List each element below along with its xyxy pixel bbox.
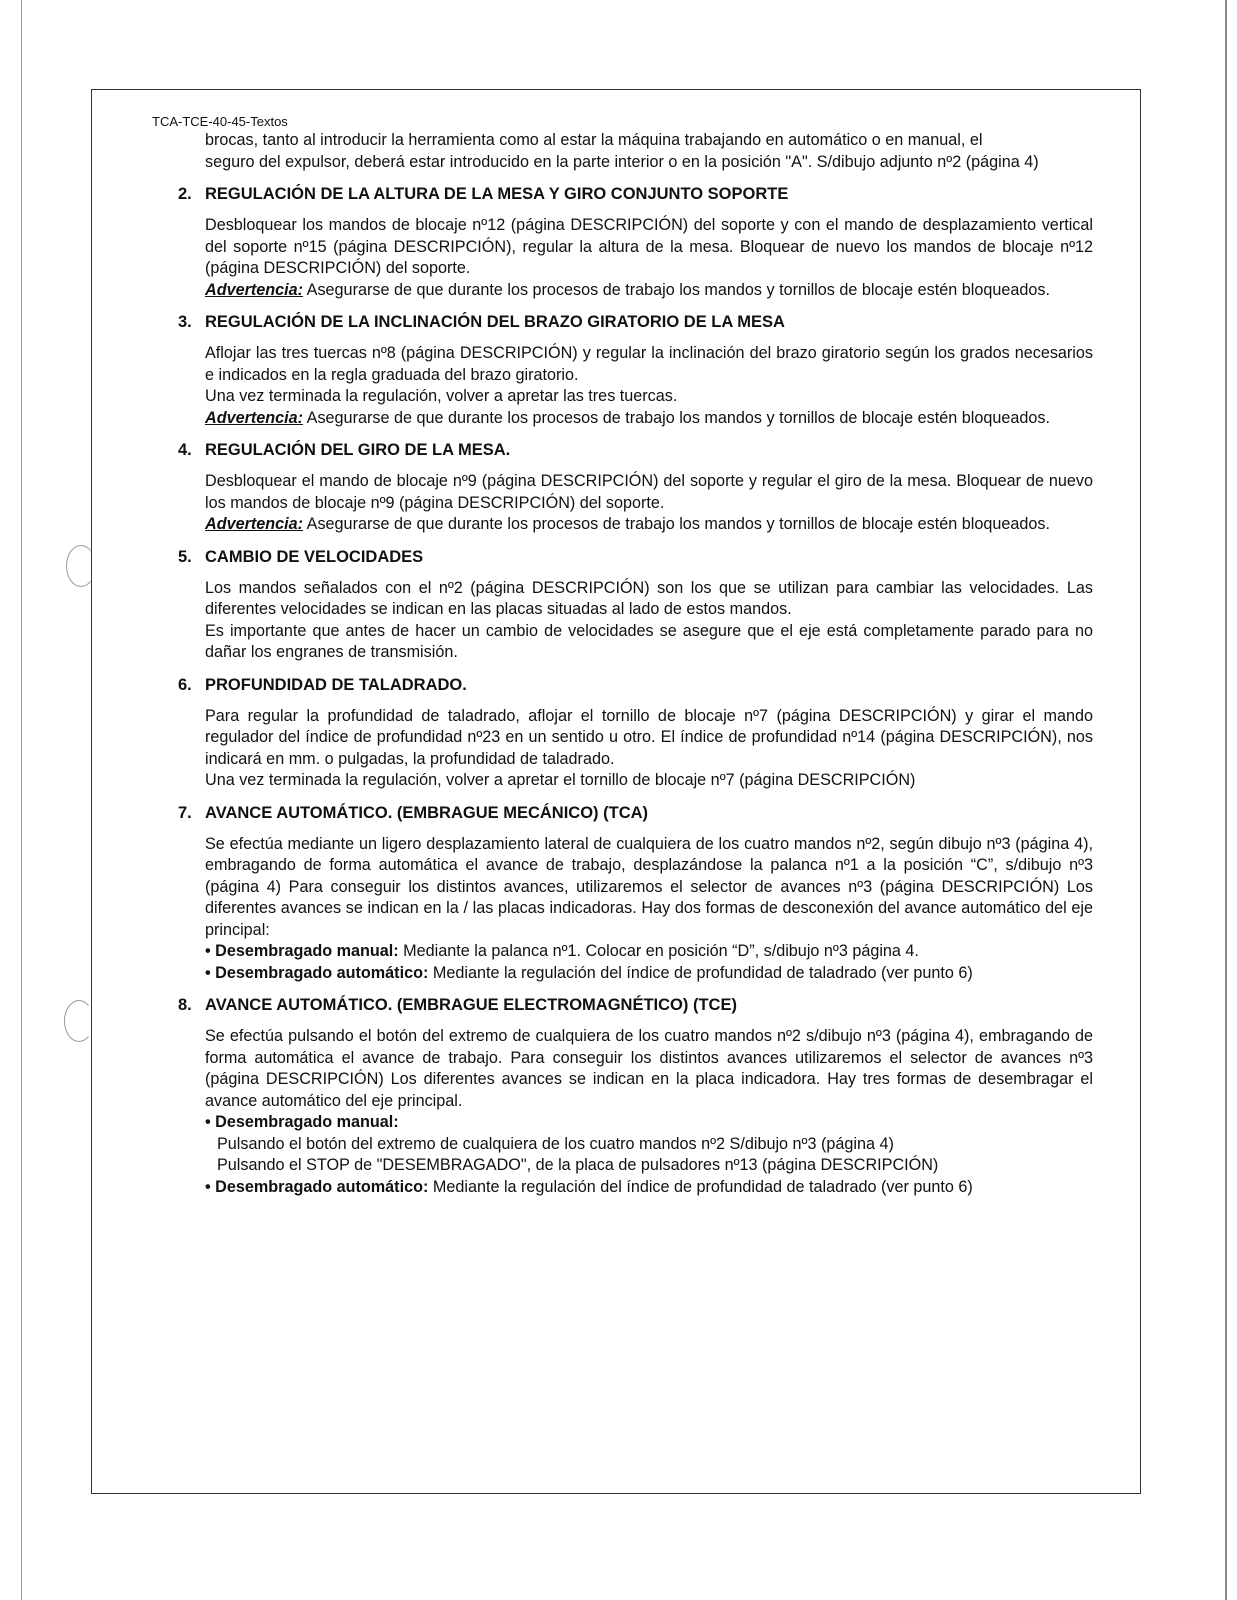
bullet-item [205,963,1093,985]
section-heading [178,674,1093,696]
bullet-label: Desembragado automático: [215,963,429,982]
bullet-text: Mediante la palanca nº1. Colocar en posición “D”, s/dibujo nº3 página 4. [398,942,919,960]
warning-paragraph [205,408,1093,430]
section-paragraph: Aflojar las tres tuercas nº8 (página DESCRIPCIÓN) y regular la inclinación del brazo giratorio según los grados necesarios e indicados en la regla graduada del brazo giratorio. [205,344,1093,384]
bullet-label: Desembragado manual: [215,1113,399,1131]
intro-line: seguro del expulsor, deberá estar introducido en la parte interior o en la posición "A". S/dibujo adjunto nº2 (página 4) [205,152,1039,171]
scan-edge-right [1225,0,1227,1600]
section-5 [178,546,1093,664]
section-paragraph: Desbloquear los mandos de blocaje nº12 (página DESCRIPCIÓN) del soporte y con el mando de desplazamiento vertical del soporte nº15 (página DESCRIPCIÓN), regular la altura de la mesa. Bloquear de nuevo los mandos de blocaje nº12 (página DESCRIPCIÓN) del soporte. [205,216,1093,277]
section-number: 4. [178,441,192,459]
bullet-text: Mediante la regulación del índice de profundidad de taladrado (ver punto 6) [428,1177,973,1196]
section-number: 8. [178,996,192,1014]
section-paragraph: Para regular la profundidad de taladrado, aflojar el tornillo de blocaje nº7 (página DESCRIPCIÓN) y girar el mando regulador del índice de profundidad nº23 en un sentido u otro. El índice de profundidad nº14 (página DESCRIPCIÓN), nos indicará en mm. o pulgadas, la profundidad de taladrado. [205,706,1093,768]
section-number: 7. [178,803,192,822]
section-paragraph: Se efectúa pulsando el botón del extremo de cualquiera de los cuatro mandos nº2 s/dibujo nº3 (página 4), embragando de forma automática el avance de trabajo. Para conseguir los distintos avances utilizaremos el selector de avances nº3 (página DESCRIPCIÓN) Los diferentes avances se indican en la placa indicadora. Hay tres formas de desembragar el avance automático del eje principal. [205,1027,1093,1110]
section-heading [178,802,1093,824]
section-title: AVANCE AUTOMÁTICO. (EMBRAGUE ELECTROMAGNÉTICO) (TCE) [205,996,737,1014]
bullet-dot: • [205,963,216,982]
section-7 [178,802,1093,985]
bullet-dot: • [205,1177,216,1196]
section-heading [178,311,1093,333]
section-title: REGULACIÓN DE LA INCLINACIÓN DEL BRAZO GIRATORIO DE LA MESA [205,313,785,331]
warning-paragraph [205,514,1093,536]
warning-text: Asegurarse de que durante los procesos de trabajo los mandos y tornillos de blocaje estén bloqueados. [303,515,1050,533]
warning-label: Advertencia: [205,515,304,533]
section-paragraph: Una vez terminada la regulación, volver a apretar el tornillo de blocaje nº7 (página DESCRIPCIÓN) [205,771,916,789]
section-8 [178,994,1093,1198]
warning-text: Asegurarse de que durante los procesos de trabajo los mandos y tornillos de blocaje estén bloqueados. [303,280,1050,299]
scan-edge-left [21,0,22,1600]
bullet-subline: Pulsando el STOP de "DESEMBRAGADO", de la placa de pulsadores nº13 (página DESCRIPCIÓN) [217,1156,939,1174]
section-title: CAMBIO DE VELOCIDADES [205,547,424,566]
section-title: REGULACIÓN DEL GIRO DE LA MESA. [205,441,511,459]
bullet-label: Desembragado automático: [215,1177,429,1196]
bullet-item [205,1112,1093,1134]
section-heading [178,183,1093,205]
warning-label: Advertencia: [205,280,304,299]
bullet-text: Mediante la regulación del índice de profundidad de taladrado (ver punto 6) [428,963,973,982]
warning-text: Asegurarse de que durante los procesos de trabajo los mandos y tornillos de blocaje estén bloqueados. [303,408,1050,427]
bullet-label: Desembragado manual: [215,942,399,960]
intro-line: brocas, tanto al introducir la herramienta como al estar la máquina trabajando en automático o en manual, el [205,131,983,149]
section-4 [178,439,1093,536]
section-3 [178,311,1093,429]
warning-paragraph [205,280,1093,302]
bullet-item [205,1177,1093,1199]
section-number: 3. [178,313,192,331]
section-title: PROFUNDIDAD DE TALADRADO. [205,675,467,694]
section-number: 2. [178,185,192,203]
section-heading [178,439,1093,461]
section-heading [178,994,1093,1016]
bullet-dot: • [205,1113,216,1131]
section-heading [178,546,1093,568]
section-paragraph: Los mandos señalados con el nº2 (página DESCRIPCIÓN) son los que se utilizan para cambiar las velocidades. Las diferentes velocidades se indican en las placas situadas al lado de estos mandos. [205,578,1093,618]
section-number: 6. [178,675,192,694]
document-body [178,130,1093,1198]
section-paragraph: Es importante que antes de hacer un cambio de velocidades se asegure que el eje está completamente parado para no dañar los engranes de transmisión. [205,621,1093,661]
punch-hole-mark [64,1000,94,1042]
bullet-dot: • [205,942,216,960]
section-paragraph: Se efectúa mediante un ligero desplazamiento lateral de cualquiera de los cuatro mandos nº2, según dibujo nº3 (página 4), embragando de forma automática el avance de trabajo, desplazándose la palanca nº1 a la posición “C”, s/dibujo nº3 (página 4) Para conseguir los distintos avances, utilizaremos el selector de avances nº3 (página DESCRIPCIÓN) Los diferentes avances se indican en la / las placas indicadoras. Hay dos formas de desconexión del avance automático del eje principal: [205,834,1093,939]
document-id: TCA-TCE-40-45-Textos [152,114,288,129]
warning-label: Advertencia: [205,408,304,427]
bullet-subline: Pulsando el botón del extremo de cualquiera de los cuatro mandos nº2 S/dibujo nº3 (página 4) [217,1134,894,1153]
section-paragraph: Una vez terminada la regulación, volver a apretar las tres tuercas. [205,387,678,405]
section-number: 5. [178,547,192,566]
section-paragraph: Desbloquear el mando de blocaje nº9 (página DESCRIPCIÓN) del soporte y regular el giro de la mesa. Bloquear de nuevo los mandos de blocaje nº9 (página DESCRIPCIÓN) del soporte. [205,472,1093,512]
section-2 [178,183,1093,301]
bullet-item [205,941,1093,963]
section-6 [178,674,1093,792]
section-title: REGULACIÓN DE LA ALTURA DE LA MESA Y GIRO CONJUNTO SOPORTE [205,185,789,203]
section-title: AVANCE AUTOMÁTICO. (EMBRAGUE MECÁNICO) (TCA) [205,803,649,822]
